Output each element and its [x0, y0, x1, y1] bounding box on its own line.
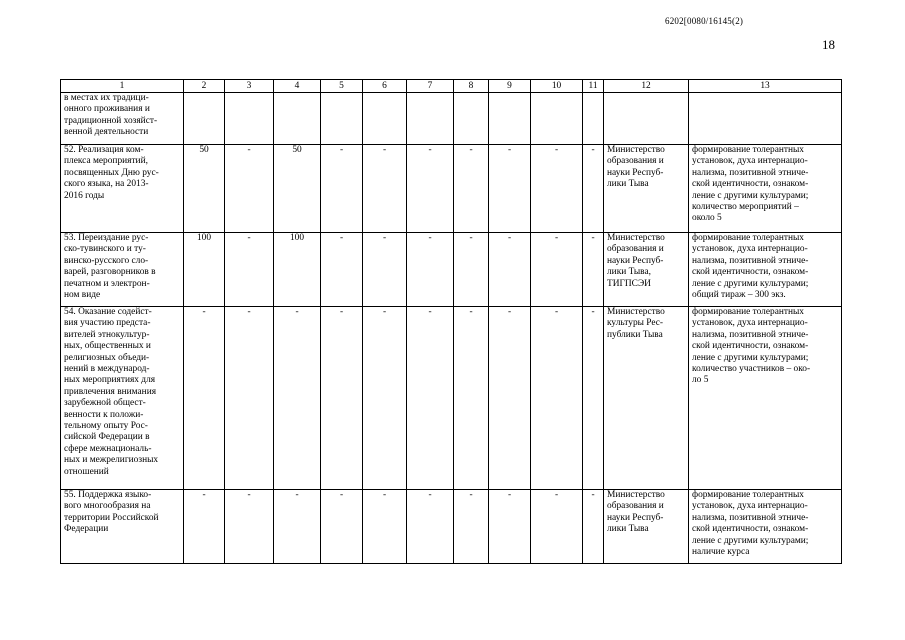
amount-cell: - — [407, 490, 454, 564]
amount-cell: - — [583, 307, 604, 490]
amount-cell: - — [489, 307, 531, 490]
amount-cell: - — [225, 307, 274, 490]
responsible-cell: Министерство образования и науки Респуб- лики Тыва — [604, 145, 689, 233]
amount-cell: - — [454, 145, 489, 233]
column-header: 7 — [407, 80, 454, 93]
activity-cell: в местах их традици- онного проживания и традиционной хозяйст- венной деятельности — [61, 93, 184, 145]
amount-cell — [363, 93, 407, 145]
amount-cell: - — [321, 233, 363, 307]
amount-cell: - — [363, 490, 407, 564]
amount-cell: - — [225, 145, 274, 233]
amount-cell: - — [363, 233, 407, 307]
activity-cell: 52. Реализация ком- плекса мероприятий, посвященных Дню рус- ского языка, на 2013- 2016 годы — [61, 145, 184, 233]
amount-cell: - — [407, 145, 454, 233]
column-header: 9 — [489, 80, 531, 93]
amount-cell: - — [407, 233, 454, 307]
column-header: 6 — [363, 80, 407, 93]
column-header: 10 — [531, 80, 583, 93]
table-row — [61, 145, 842, 233]
result-cell: формирование толерантных установок, духа интернацио- нализма, позитивной этниче- ской идентичности, ознаком- ление с другими культурами; количество мероприятий – около 5 — [689, 145, 842, 233]
amount-cell: - — [583, 145, 604, 233]
result-cell — [689, 93, 842, 145]
column-header: 11 — [583, 80, 604, 93]
column-header: 8 — [454, 80, 489, 93]
amount-cell: - — [407, 307, 454, 490]
table-row — [61, 93, 842, 145]
amount-cell: - — [225, 233, 274, 307]
amount-cell: 100 — [274, 233, 321, 307]
column-number-row — [61, 80, 842, 93]
amount-cell — [184, 93, 225, 145]
column-header: 13 — [689, 80, 842, 93]
table-row — [61, 490, 842, 564]
amount-cell — [531, 93, 583, 145]
amount-cell: - — [454, 233, 489, 307]
column-header: 4 — [274, 80, 321, 93]
table-row — [61, 233, 842, 307]
amount-cell: - — [489, 490, 531, 564]
column-header: 2 — [184, 80, 225, 93]
amount-cell — [274, 93, 321, 145]
amount-cell: - — [184, 307, 225, 490]
responsible-cell — [604, 93, 689, 145]
amount-cell: - — [363, 145, 407, 233]
page-number: 18 — [822, 37, 835, 52]
responsible-cell: Министерство образования и науки Респуб- лики Тыва, ТИГПСЭИ — [604, 233, 689, 307]
amount-cell: - — [531, 145, 583, 233]
amount-cell: - — [489, 145, 531, 233]
document-code: 6202[0080/16145(2) — [665, 16, 744, 26]
amount-cell: - — [274, 307, 321, 490]
amount-cell: - — [583, 490, 604, 564]
program-table — [60, 79, 842, 564]
activity-cell: 55. Поддержка языко- вого многообразия на территории Российской Федерации — [61, 490, 184, 564]
amount-cell: - — [274, 490, 321, 564]
column-header: 1 — [61, 80, 184, 93]
amount-cell: - — [531, 307, 583, 490]
amount-cell — [454, 93, 489, 145]
amount-cell: - — [321, 145, 363, 233]
amount-cell: 50 — [184, 145, 225, 233]
amount-cell — [225, 93, 274, 145]
amount-cell: - — [225, 490, 274, 564]
amount-cell: - — [489, 233, 531, 307]
amount-cell — [583, 93, 604, 145]
result-cell: формирование толерантных установок, духа интернацио- нализма, позитивной этниче- ской идентичности, ознаком- ление с другими культурами; количество участников – око- ло 5 — [689, 307, 842, 490]
amount-cell: 50 — [274, 145, 321, 233]
activity-cell: 54. Оказание содейст- вия участию предста- вителей этнокультур- ных, общественных и религиозных объеди- нений в международ- ных мероприятиях для привлечения внимания зарубежной общест- венности к положи- тельному опыту Рос- сийской Федерации в сфере межнациональ- ных и межрелигиозных отношений — [61, 307, 184, 490]
column-header: 3 — [225, 80, 274, 93]
amount-cell: - — [321, 307, 363, 490]
amount-cell: - — [321, 490, 363, 564]
amount-cell: - — [363, 307, 407, 490]
responsible-cell: Министерство культуры Рес- публики Тыва — [604, 307, 689, 490]
amount-cell: - — [531, 490, 583, 564]
amount-cell — [489, 93, 531, 145]
column-header: 12 — [604, 80, 689, 93]
amount-cell: - — [184, 490, 225, 564]
amount-cell — [321, 93, 363, 145]
responsible-cell: Министерство образования и науки Респуб- лики Тыва — [604, 490, 689, 564]
amount-cell: 100 — [184, 233, 225, 307]
activity-cell: 53. Переиздание рус- ско-тувинского и ту- винско-русского сло- варей, разговорников в печатном и электрон- ном виде — [61, 233, 184, 307]
result-cell: формирование толерантных установок, духа интернацио- нализма, позитивной этниче- ской идентичности, ознаком- ление с другими культурами; общий тираж – 300 экз. — [689, 233, 842, 307]
amount-cell: - — [583, 233, 604, 307]
amount-cell: - — [454, 307, 489, 490]
amount-cell: - — [531, 233, 583, 307]
table-row — [61, 307, 842, 490]
result-cell: формирование толерантных установок, духа интернацио- нализма, позитивной этниче- ской идентичности, ознаком- ление с другими культурами; наличие курса — [689, 490, 842, 564]
column-header: 5 — [321, 80, 363, 93]
amount-cell: - — [454, 490, 489, 564]
amount-cell — [407, 93, 454, 145]
